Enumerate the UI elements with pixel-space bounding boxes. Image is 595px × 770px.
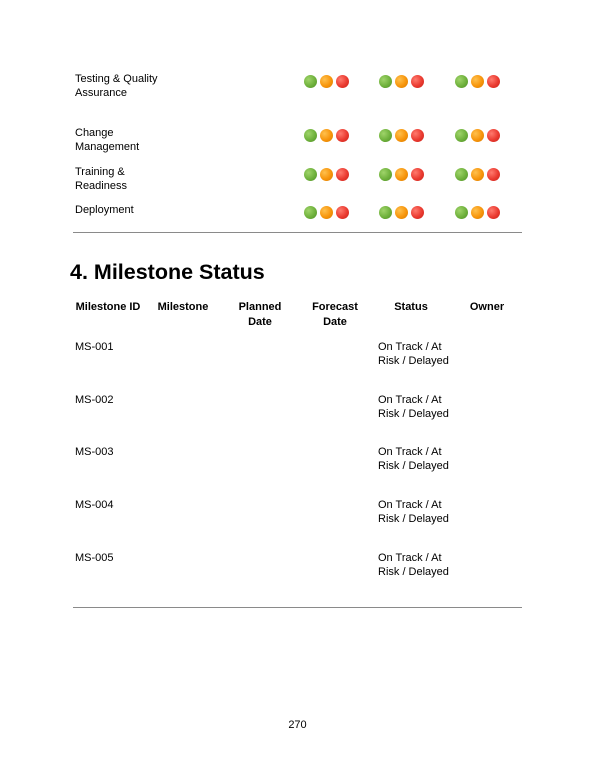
milestone-id-cell: MS-005 [75, 552, 114, 564]
green-dot-icon [379, 168, 392, 181]
green-dot-icon [304, 206, 317, 219]
column-header-milestone-id: Milestone ID [75, 301, 141, 313]
green-dot-icon [379, 206, 392, 219]
green-dot-icon [304, 168, 317, 181]
red-dot-icon [487, 206, 500, 219]
rag-indicator-group [379, 206, 424, 219]
green-dot-icon [455, 75, 468, 88]
red-dot-icon [487, 129, 500, 142]
red-dot-icon [336, 168, 349, 181]
status-cell: On Track / At Risk / Delayed [378, 552, 449, 579]
orange-dot-icon [395, 206, 408, 219]
table-divider [73, 607, 522, 608]
orange-dot-icon [320, 206, 333, 219]
rag-indicator-group [455, 129, 500, 142]
workstream-label: Change Management [75, 127, 140, 154]
green-dot-icon [304, 129, 317, 142]
red-dot-icon [411, 129, 424, 142]
status-cell: On Track / At Risk / Delayed [378, 341, 449, 368]
milestone-id-cell: MS-004 [75, 499, 114, 511]
column-header-planned-date: Planned Date [238, 301, 282, 328]
rag-indicator-group [379, 129, 424, 142]
red-dot-icon [411, 206, 424, 219]
table-divider [73, 232, 522, 233]
rag-indicator-group [379, 75, 424, 88]
orange-dot-icon [395, 168, 408, 181]
orange-dot-icon [320, 129, 333, 142]
milestone-id-cell: MS-003 [75, 446, 114, 458]
orange-dot-icon [320, 75, 333, 88]
section-heading: 4. Milestone Status [70, 260, 265, 284]
rag-indicator-group [455, 75, 500, 88]
rag-indicator-group [304, 75, 349, 88]
rag-indicator-group [304, 206, 349, 219]
green-dot-icon [455, 129, 468, 142]
green-dot-icon [455, 206, 468, 219]
green-dot-icon [304, 75, 317, 88]
workstream-label: Deployment [75, 204, 134, 216]
status-cell: On Track / At Risk / Delayed [378, 446, 449, 473]
column-header-milestone: Milestone [157, 301, 209, 313]
red-dot-icon [411, 168, 424, 181]
column-header-forecast-date: Forecast Date [312, 301, 358, 328]
green-dot-icon [379, 129, 392, 142]
orange-dot-icon [471, 129, 484, 142]
orange-dot-icon [471, 206, 484, 219]
rag-indicator-group [304, 168, 349, 181]
rag-indicator-group [455, 168, 500, 181]
red-dot-icon [487, 75, 500, 88]
page-number: 270 [288, 719, 307, 731]
workstream-label: Training & Readiness [75, 166, 127, 193]
red-dot-icon [336, 75, 349, 88]
column-header-owner: Owner [469, 301, 505, 313]
red-dot-icon [336, 129, 349, 142]
orange-dot-icon [320, 168, 333, 181]
workstream-label: Testing & Quality Assurance [75, 73, 158, 100]
red-dot-icon [411, 75, 424, 88]
milestone-id-cell: MS-002 [75, 394, 114, 406]
status-cell: On Track / At Risk / Delayed [378, 394, 449, 421]
green-dot-icon [455, 168, 468, 181]
green-dot-icon [379, 75, 392, 88]
orange-dot-icon [395, 129, 408, 142]
rag-indicator-group [304, 129, 349, 142]
milestone-id-cell: MS-001 [75, 341, 114, 353]
rag-indicator-group [379, 168, 424, 181]
orange-dot-icon [471, 75, 484, 88]
orange-dot-icon [395, 75, 408, 88]
red-dot-icon [487, 168, 500, 181]
rag-indicator-group [455, 206, 500, 219]
column-header-status: Status [394, 301, 428, 313]
red-dot-icon [336, 206, 349, 219]
status-cell: On Track / At Risk / Delayed [378, 499, 449, 526]
orange-dot-icon [471, 168, 484, 181]
